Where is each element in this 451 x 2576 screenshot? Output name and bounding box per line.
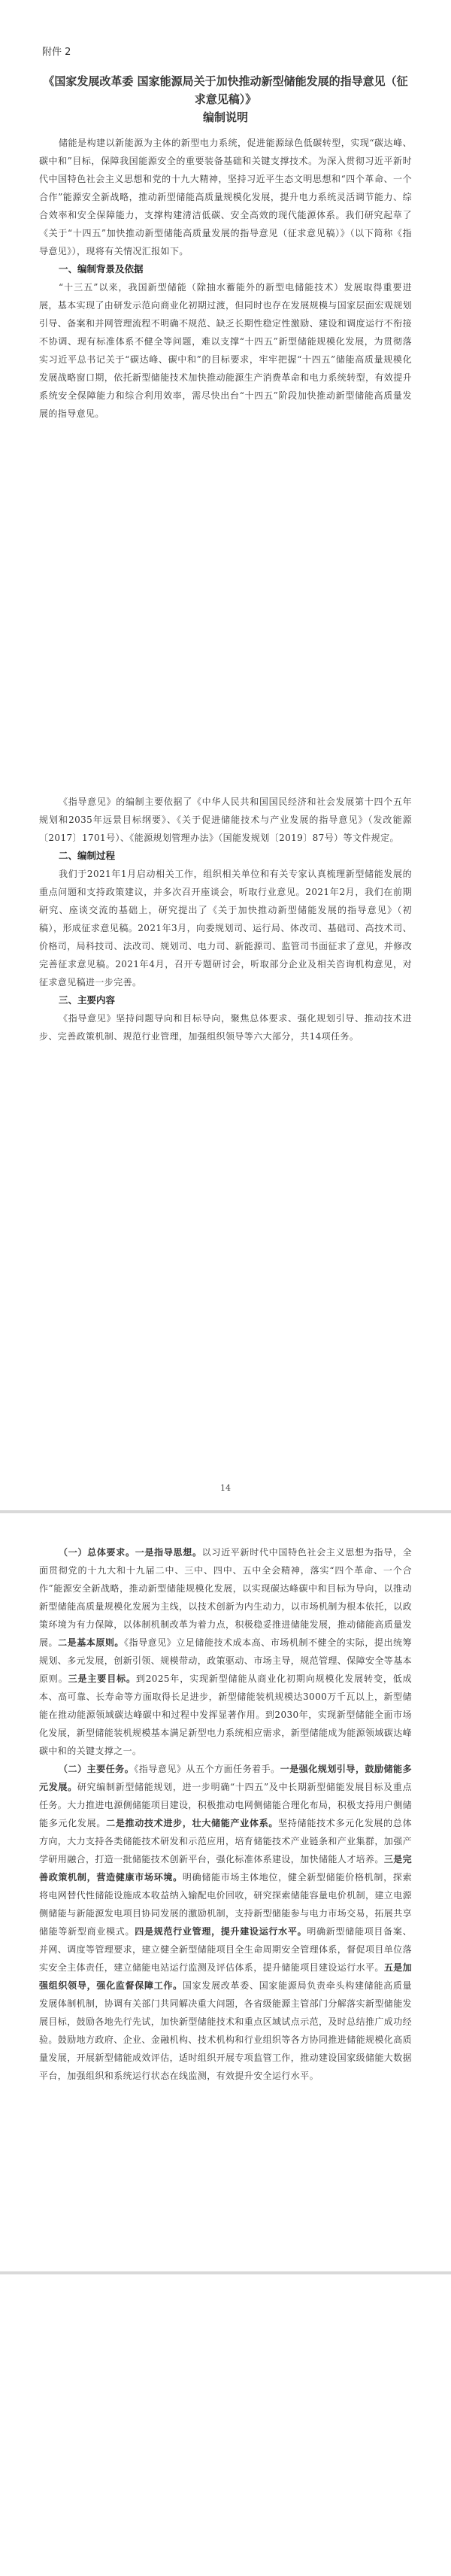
section-1-heading: 一、编制背景及依据 <box>59 263 144 275</box>
section-2-paragraph-1: 我们于2021年1月启动相关工作，组织相关单位和有关专家认真梳理新型储能发展的重点问题和支持政策建议，并多次召开座谈会，听取行业意见。2021年2月，我们在前期研究、座谈交流的基础上，研究提出了《关于加快推动新型储能发展的指导意见》（初稿），形成征求意见稿。2021年3月，向委规划司、运行局、体改司、基础司、高技术司、价格司，局科技司、法改司、规划司、电力司、新能源司、监管司书面征求了意见，并修改完善征求意见稿。2021年4月，召开专题研讨会，听取部分企业及相关咨询机构意见，对征求意见稿进一步完善。 <box>39 869 413 988</box>
task-3-lead: 三是完善政策机制，营造健康市场环境。 <box>39 1854 413 1883</box>
main-tasks-lead: （二）主要任务。 <box>59 1764 135 1774</box>
page-1-content <box>39 72 412 423</box>
task-2-text: 坚持储能技术多元化发展的总体方向，大力支持各类储能技术研发和示范应用，培育储能技术产业链条和产业集群，加强产学研用融合，打造一批储能技术创新平台，强化标准体系建设，加快储能人才培养。 <box>39 1818 413 1864</box>
task-4-text: 明确新型储能项目备案、并网、调度等管理要求，建立健全新型储能项目全生命周期安全管理体系，督促项目单位落实安全主体责任，建立储能电站运行监测及评估体系，提升储能项目建设运行水平。 <box>39 1926 413 1973</box>
document-page-4 <box>0 2274 451 2576</box>
task-1-lead: 一是强化规划引导，鼓励储能多元发展。 <box>39 1764 412 1792</box>
document-subtitle: 编制说明 <box>202 111 248 124</box>
task-3-text: 明确储能市场主体地位，健全新型储能价格机制，探索将电网替代性储能设施成本收益纳入输配电价回收，研究探索储能容量电价机制，建立电源侧储能与新能源发电项目协同发展的激励机制，支持新型储能参与电力市场交易，拓展共享储能等新型商业模式。 <box>39 1872 413 1937</box>
guiding-ideology-lead: 一是指导思想。 <box>135 1547 202 1558</box>
document-page-3 <box>0 1513 451 2271</box>
section-3-paragraph-1: 《指导意见》坚持问题导向和目标导向，聚焦总体要求、强化规划引导、推动技术进步、完善政策机制、规范行业管理，加强组织领导等六大部分，共14项任务。 <box>39 1013 412 1042</box>
page-3-content <box>39 1543 412 2085</box>
task-4-lead: 四是规范行业管理，提升建设运行水平。 <box>135 1926 307 1937</box>
main-tasks-paragraph <box>39 1760 412 2085</box>
basic-principles-text: 《指导意见》立足储能技术成本高、市场机制不健全的实际，提出统筹规划、多元发展，创新引领、规模带动，政策驱动、市场主导，规范管理、保障安全等基本原则。 <box>39 1637 413 1684</box>
intro-paragraph: 储能是构建以新能源为主体的新型电力系统，促进能源绿色低碳转型，实现“碳达峰、碳中和”目标，保障我国能源安全的重要装备基础和关键支撑技术。为深入贯彻习近平新时代中国特色社会主义思想和党的十九大精神，坚持习近平生态文明思想和“四个革命、一个合作”能源安全新战略，推动新型储能高质量规模化发展，提升电力系统灵活调节能力、综合效率和安全保障能力，支撑构建清洁低碳、安全高效的现代能源体系。我们研究起草了《关于“十四五”加快推动新型储能高质量发展的指导意见（征求意见稿）》（以下简称《指导意见》），现将有关情况汇报如下。 <box>39 138 412 256</box>
task-5-lead: 五是加强组织领导，强化监督保障工作。 <box>39 1962 413 1991</box>
task-1-text: 研究编制新型储能规划，进一步明确“十四五”及中长期新型储能发展目标及重点任务。大力推进电源侧储能项目建设，积极推动电网侧储能合理化布局，积极支持用户侧储能多元化发展。 <box>39 1782 413 1828</box>
overall-requirements-paragraph <box>39 1543 412 1760</box>
main-tasks-intro: 《指导意见》从五个方面任务着手。 <box>134 1764 280 1774</box>
attachment-label: 附件 2 <box>42 47 71 58</box>
main-goals-lead: 三是主要目标。 <box>68 1673 136 1684</box>
task-5-text: 国家发展改革委、国家能源局负责牵头构建储能高质量发展体制机制，协调有关部门共同解决重大问题，各省级能源主管部门分解落实新型储能发展目标，鼓励各地先行先试，加快新型储能技术和重点区域试点示范，及时总结推广成功经验。鼓励地方政府、企业、金融机构、技术机构和行业组织等各方协同推进储能规模化高质量发展，开展新型储能成效评估，适时组织开展专项监管工作，推动建设国家级储能大数据平台，加强组织和系统运行状态在线监测，有效提升安全运行水平。 <box>39 1980 413 2081</box>
overall-requirements-lead: （一）总体要求。 <box>59 1547 135 1558</box>
section-3-heading: 三、主要内容 <box>59 994 116 1006</box>
basic-principles-lead: 二是基本原则。 <box>58 1637 124 1648</box>
section-1-paragraph-1: “十三五”以来，我国新型储能（除抽水蓄能外的新型电储能技术）发展取得重要进展，基本实现了由研发示范向商业化初期过渡，但同时也存在发展规模与国家层面宏观规划引导、备案和并网管理流程不明确不规范、缺乏长期性稳定性激励、建设和调度运行不衔接不协调、现有标准体系不健全等问题，难以支撑“十四五”新型储能规模化发展，为贯彻落实习近平总书记关于“碳达峰、碳中和”的目标要求，牢牢把握“十四五”储能高质量规模化发展战略窗口期，依托新型储能技术加快推动能源生产消费革命和电力系统转型，有效提升系统安全保障能力和综合利用效率，需尽快出台“十四五”阶段加快推动新型储能高质量发展的指导意见。 <box>39 282 413 419</box>
document-page-2 <box>0 755 451 1510</box>
document-title: 《国家发展改革委 国家能源局关于加快推动新型储能发展的指导意见（征求意见稿）》 <box>43 74 408 106</box>
section-2-heading: 二、编制过程 <box>59 850 116 861</box>
page-2-content <box>39 793 412 1045</box>
main-goals-text: 到2025年，实现新型储能从商业化初期向规模化发展转变，低成本、高可靠、长寿命等方面取得长足进步，新型储能装机规模达3000万千瓦以上，新型储能在推动能源领域碳达峰碳中和过程中发挥显著作用。到2030年，实现新型储能全面市场化发展，新型储能装机规模基本满足新型电力系统相应需求，新型储能成为能源领域碳达峰碳中和的关键支撑之一。 <box>39 1673 413 1756</box>
section-1-paragraph-2: 《指导意见》的编制主要依据了《中华人民共和国国民经济和社会发展第十四个五年规划和2035年远景目标纲要》、《关于促进储能技术与产业发展的指导意见》（发改能源〔2017〕1701号）、《能源规划管理办法》（国能发规划〔2019〕87号）等文件规定。 <box>39 796 412 843</box>
guiding-ideology-text: 以习近平新时代中国特色社会主义思想为指导，全面贯彻党的十九大和十九届二中、三中、四中、五中全会精神，落实“四个革命、一个合作”能源安全新战略，推动新型储能规模化发展，以实现碳达峰碳中和目标为导向，以推动新型储能高质量规模化发展为主线，以技术创新为内生动力，以市场机制为根本依托，以政策环境为有力保障，以体制机制改革为着力点，积极稳妥推进储能发展，推动储能高质量发展。 <box>39 1547 413 1648</box>
page-number: 14 <box>220 1483 231 1493</box>
task-2-lead: 二是推动技术进步，壮大储能产业体系。 <box>106 1818 279 1828</box>
document-page-1 <box>0 0 451 755</box>
